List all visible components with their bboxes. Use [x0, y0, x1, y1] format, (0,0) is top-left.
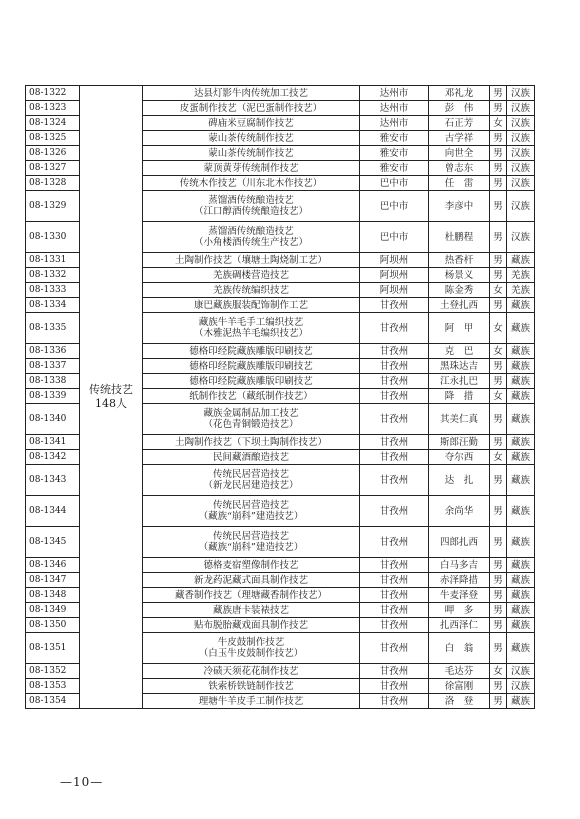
project-name-line: 土陶制作技艺（壤塘土陶烧制工艺） — [174, 254, 327, 266]
inheritor-name-cell: 余尚华 — [429, 496, 490, 527]
project-name-cell — [143, 450, 360, 465]
ethnicity-cell: 藏族 — [507, 633, 535, 664]
region-cell: 甘孜州 — [360, 344, 429, 359]
region-cell: 雅安市 — [360, 146, 429, 161]
project-name-cell — [143, 101, 360, 116]
region-cell: 甘孜州 — [360, 389, 429, 404]
ethnicity-cell: 藏族 — [507, 435, 535, 450]
ethnicity-cell: 藏族 — [507, 313, 535, 344]
project-name-cell — [143, 465, 360, 496]
project-name-line: 蒸馏酒传统酿造技艺 — [208, 226, 294, 237]
project-name-line: 蒙山茶传统制作技艺 — [208, 132, 294, 144]
sex-cell: 男 — [490, 558, 507, 573]
project-name-cell — [143, 298, 360, 313]
sex-cell: 女 — [490, 313, 507, 344]
project-name-cell — [143, 527, 360, 558]
project-name-cell — [143, 222, 360, 253]
item-number-cell: 08-1340 — [26, 404, 80, 435]
project-name-line: 纸制作技艺（藏纸制作技艺） — [189, 390, 313, 402]
inheritor-name-cell: 四郎扎西 — [429, 527, 490, 558]
sex-cell: 女 — [490, 450, 507, 465]
region-cell: 甘孜州 — [360, 313, 429, 344]
project-name-line: 藏香制作技艺（理塘藏香制作技艺） — [174, 589, 327, 601]
ethnicity-cell: 藏族 — [507, 558, 535, 573]
sex-cell: 男 — [490, 588, 507, 603]
ethnicity-cell: 汉族 — [507, 176, 535, 191]
inheritor-name-cell: 杨景义 — [429, 268, 490, 283]
item-number-cell: 08-1352 — [26, 664, 80, 679]
ethnicity-cell: 藏族 — [507, 603, 535, 618]
sex-cell: 女 — [490, 389, 507, 404]
region-cell: 甘孜州 — [360, 527, 429, 558]
project-name-line: 藏族金属制品加工技艺 — [203, 408, 299, 419]
region-cell: 巴中市 — [360, 222, 429, 253]
sex-cell: 男 — [490, 161, 507, 176]
inheritor-name-cell: 陈金秀 — [429, 283, 490, 298]
project-name-cell — [143, 618, 360, 633]
project-name-line: 传统木作技艺（川东北木作技艺） — [179, 177, 323, 189]
project-name-line: 羌族传统编织技艺 — [212, 284, 289, 296]
table-row — [26, 86, 535, 101]
inheritor-name-cell: 赤泽降措 — [429, 573, 490, 588]
project-name-line: （花色青铜锻造技艺） — [203, 419, 299, 430]
inheritor-name-cell: 石正芳 — [429, 116, 490, 131]
region-cell: 阿坝州 — [360, 283, 429, 298]
project-name-line: 传统民居营造技艺 — [212, 500, 289, 511]
project-name-line: （藏族“崩科”建造技艺） — [198, 542, 304, 553]
project-name-cell — [143, 496, 360, 527]
project-name-cell — [143, 161, 360, 176]
item-number-cell: 08-1330 — [26, 222, 80, 253]
project-name-line: 碑庙米豆腐制作技艺 — [208, 117, 294, 129]
item-number-cell: 08-1353 — [26, 679, 80, 694]
item-number-cell: 08-1322 — [26, 86, 80, 101]
region-cell: 雅安市 — [360, 131, 429, 146]
item-number-cell: 08-1346 — [26, 558, 80, 573]
item-number-cell: 08-1337 — [26, 359, 80, 374]
project-name-cell — [143, 191, 360, 222]
project-name-line: 藏族牛羊毛手工编织技艺 — [198, 317, 304, 328]
item-number-cell: 08-1333 — [26, 283, 80, 298]
inheritor-name-cell: 李彦中 — [429, 191, 490, 222]
project-name-line: 理塘牛羊皮手工制作技艺 — [198, 695, 304, 707]
ethnicity-cell: 汉族 — [507, 101, 535, 116]
region-cell: 甘孜州 — [360, 496, 429, 527]
ethnicity-cell: 汉族 — [507, 86, 535, 101]
project-name-cell — [143, 603, 360, 618]
item-number-cell: 08-1339 — [26, 389, 80, 404]
ethnicity-cell: 汉族 — [507, 161, 535, 176]
sex-cell: 男 — [490, 86, 507, 101]
inheritor-name-cell: 古学祥 — [429, 131, 490, 146]
sex-cell: 男 — [490, 268, 507, 283]
ethnicity-cell: 藏族 — [507, 527, 535, 558]
inheritor-name-cell: 阿 甲 — [429, 313, 490, 344]
inheritor-name-cell: 扎西泽仁 — [429, 618, 490, 633]
item-number-cell: 08-1341 — [26, 435, 80, 450]
inheritor-name-cell: 彭 伟 — [429, 101, 490, 116]
project-name-line: 德格麦宿塑像制作技艺 — [203, 559, 299, 571]
inheritor-name-cell: 斯郎汪勤 — [429, 435, 490, 450]
project-name-line: 新龙药泥藏式面具制作技艺 — [193, 574, 308, 586]
project-name-line: 蒙顶黄芽传统制作技艺 — [203, 162, 299, 174]
project-name-line: 土陶制作技艺（下坝土陶制作技艺） — [174, 436, 327, 448]
region-cell: 甘孜州 — [360, 633, 429, 664]
project-name-line: 传统民居营造技艺 — [212, 531, 289, 542]
item-number-cell: 08-1323 — [26, 101, 80, 116]
project-name-line: （江口醇酒传统酿造技艺） — [193, 206, 308, 217]
inheritor-name-cell: 曾志东 — [429, 161, 490, 176]
item-number-cell: 08-1350 — [26, 618, 80, 633]
project-name-cell — [143, 435, 360, 450]
item-number-cell: 08-1345 — [26, 527, 80, 558]
region-cell: 甘孜州 — [360, 374, 429, 389]
ethnicity-cell: 汉族 — [507, 222, 535, 253]
ethnicity-cell: 藏族 — [507, 359, 535, 374]
ethnicity-cell: 汉族 — [507, 131, 535, 146]
ethnicity-cell: 羌族 — [507, 283, 535, 298]
sex-cell: 男 — [490, 404, 507, 435]
inheritor-name-cell: 徐富刚 — [429, 679, 490, 694]
inheritor-name-cell: 白 翁 — [429, 633, 490, 664]
category-cell — [80, 86, 143, 709]
inheritor-name-cell: 江永扎巴 — [429, 374, 490, 389]
sex-cell: 男 — [490, 573, 507, 588]
inheritor-name-cell: 向世全 — [429, 146, 490, 161]
region-cell: 甘孜州 — [360, 298, 429, 313]
item-number-cell: 08-1335 — [26, 313, 80, 344]
ethnicity-cell: 藏族 — [507, 404, 535, 435]
item-number-cell: 08-1326 — [26, 146, 80, 161]
ethnicity-cell: 藏族 — [507, 588, 535, 603]
project-name-cell — [143, 664, 360, 679]
ethnicity-cell: 藏族 — [507, 344, 535, 359]
sex-cell: 男 — [490, 359, 507, 374]
region-cell: 甘孜州 — [360, 603, 429, 618]
category-label: 传统技艺 — [89, 383, 133, 396]
project-name-line: 康巴藏族服装配饰制作工艺 — [193, 299, 308, 311]
project-name-cell — [143, 374, 360, 389]
project-name-line: 皮蛋制作技艺（泥巴蛋制作技艺） — [179, 102, 323, 114]
sex-cell: 男 — [490, 298, 507, 313]
inheritor-name-cell: 邓礼龙 — [429, 86, 490, 101]
region-cell: 甘孜州 — [360, 618, 429, 633]
item-number-cell: 08-1325 — [26, 131, 80, 146]
project-name-line: 德格印经院藏族雕版印刷技艺 — [189, 360, 313, 372]
project-name-cell — [143, 694, 360, 709]
project-name-cell — [143, 359, 360, 374]
region-cell: 甘孜州 — [360, 465, 429, 496]
project-name-cell — [143, 344, 360, 359]
inheritor-name-cell: 克 巴 — [429, 344, 490, 359]
project-name-line: 冷碛天须花花制作技艺 — [203, 665, 299, 677]
sex-cell: 男 — [490, 101, 507, 116]
inheritor-name-cell: 杜鹏程 — [429, 222, 490, 253]
region-cell: 达州市 — [360, 116, 429, 131]
item-number-cell: 08-1342 — [26, 450, 80, 465]
project-name-cell — [143, 679, 360, 694]
project-name-cell — [143, 131, 360, 146]
sex-cell: 女 — [490, 344, 507, 359]
ethnicity-cell: 藏族 — [507, 694, 535, 709]
region-cell: 甘孜州 — [360, 450, 429, 465]
inheritor-name-cell: 白马多吉 — [429, 558, 490, 573]
ethnicity-cell: 藏族 — [507, 465, 535, 496]
region-cell: 甘孜州 — [360, 679, 429, 694]
sex-cell: 男 — [490, 633, 507, 664]
sex-cell: 女 — [490, 664, 507, 679]
region-cell: 雅安市 — [360, 161, 429, 176]
item-number-cell: 08-1348 — [26, 588, 80, 603]
ethnicity-cell: 汉族 — [507, 116, 535, 131]
ethnicity-cell: 汉族 — [507, 679, 535, 694]
project-name-line: 羌族碉楼营造技艺 — [212, 269, 289, 281]
sex-cell: 男 — [490, 176, 507, 191]
project-name-cell — [143, 573, 360, 588]
sex-cell: 女 — [490, 116, 507, 131]
project-name-line: （小角楼酒传统生产技艺） — [193, 237, 308, 248]
sex-cell: 男 — [490, 146, 507, 161]
item-number-cell: 08-1347 — [26, 573, 80, 588]
item-number-cell: 08-1351 — [26, 633, 80, 664]
region-cell: 甘孜州 — [360, 588, 429, 603]
item-number-cell: 08-1329 — [26, 191, 80, 222]
sex-cell: 男 — [490, 679, 507, 694]
sex-cell: 男 — [490, 465, 507, 496]
ethnicity-cell: 藏族 — [507, 389, 535, 404]
item-number-cell: 08-1327 — [26, 161, 80, 176]
project-name-line: 蒸馏酒传统酿造技艺 — [208, 195, 294, 206]
item-number-cell: 08-1331 — [26, 253, 80, 268]
sex-cell: 男 — [490, 374, 507, 389]
item-number-cell: 08-1332 — [26, 268, 80, 283]
project-name-line: 牛皮鼓制作技艺 — [217, 637, 285, 648]
ethnicity-cell: 藏族 — [507, 298, 535, 313]
project-name-cell — [143, 253, 360, 268]
region-cell: 甘孜州 — [360, 404, 429, 435]
project-name-line: 达县灯影牛肉传统加工技艺 — [193, 87, 308, 99]
project-name-line: （白玉牛皮鼓制作技艺） — [198, 648, 304, 659]
project-name-cell — [143, 283, 360, 298]
project-name-cell — [143, 116, 360, 131]
ethnicity-cell: 藏族 — [507, 374, 535, 389]
region-cell: 甘孜州 — [360, 694, 429, 709]
region-cell: 巴中市 — [360, 191, 429, 222]
ethnicity-cell: 羌族 — [507, 268, 535, 283]
project-name-cell — [143, 558, 360, 573]
item-number-cell: 08-1324 — [26, 116, 80, 131]
project-name-line: 德格印经院藏族雕版印刷技艺 — [189, 345, 313, 357]
sex-cell: 女 — [490, 283, 507, 298]
project-name-line: （藏族“崩科”建造技艺） — [198, 511, 304, 522]
ethnicity-cell: 藏族 — [507, 253, 535, 268]
inheritor-name-cell: 其美仁真 — [429, 404, 490, 435]
inheritor-name-cell: 牛麦泽登 — [429, 588, 490, 603]
region-cell: 甘孜州 — [360, 664, 429, 679]
ethnicity-cell: 藏族 — [507, 450, 535, 465]
inheritor-name-cell: 任 雷 — [429, 176, 490, 191]
inheritor-name-cell: 洛 登 — [429, 694, 490, 709]
ethnicity-cell: 汉族 — [507, 191, 535, 222]
region-cell: 达州市 — [360, 86, 429, 101]
region-cell: 甘孜州 — [360, 435, 429, 450]
category-count: 148人 — [95, 397, 127, 410]
project-name-cell — [143, 633, 360, 664]
inheritor-name-cell: 呷 多 — [429, 603, 490, 618]
inheritor-name-cell: 黑珠达吉 — [429, 359, 490, 374]
item-number-cell: 08-1336 — [26, 344, 80, 359]
project-name-cell — [143, 86, 360, 101]
page-number: —10— — [60, 775, 104, 789]
project-name-cell — [143, 313, 360, 344]
project-name-cell — [143, 389, 360, 404]
project-name-cell — [143, 146, 360, 161]
project-name-line: 藏族唐卡装裱技艺 — [212, 604, 289, 616]
sex-cell: 男 — [490, 191, 507, 222]
sex-cell: 男 — [490, 496, 507, 527]
inheritor-name-cell: 毛达芬 — [429, 664, 490, 679]
project-name-line: （新龙民居建造技艺） — [203, 480, 299, 491]
item-number-cell: 08-1344 — [26, 496, 80, 527]
sex-cell: 男 — [490, 603, 507, 618]
region-cell: 巴中市 — [360, 176, 429, 191]
item-number-cell: 08-1334 — [26, 298, 80, 313]
table-body — [26, 86, 535, 709]
inheritor-name-cell: 达 扎 — [429, 465, 490, 496]
ethnicity-cell: 汉族 — [507, 664, 535, 679]
project-name-line: 德格印经院藏族雕版印刷技艺 — [189, 375, 313, 387]
sex-cell: 男 — [490, 253, 507, 268]
project-name-line: 传统民居营造技艺 — [212, 469, 289, 480]
sex-cell: 男 — [490, 618, 507, 633]
project-name-line: （木雅泥热羊毛编织技艺） — [193, 328, 308, 339]
item-number-cell: 08-1328 — [26, 176, 80, 191]
project-name-cell — [143, 588, 360, 603]
ethnicity-cell: 藏族 — [507, 496, 535, 527]
project-name-line: 民间藏酒酿造技艺 — [212, 451, 289, 463]
ethnicity-cell: 藏族 — [507, 618, 535, 633]
project-name-cell — [143, 268, 360, 283]
ethnicity-cell: 藏族 — [507, 573, 535, 588]
region-cell: 甘孜州 — [360, 558, 429, 573]
item-number-cell: 08-1349 — [26, 603, 80, 618]
item-number-cell: 08-1338 — [26, 374, 80, 389]
sex-cell: 男 — [490, 131, 507, 146]
heritage-table — [25, 85, 535, 709]
region-cell: 阿坝州 — [360, 268, 429, 283]
region-cell: 甘孜州 — [360, 359, 429, 374]
sex-cell: 男 — [490, 435, 507, 450]
region-cell: 甘孜州 — [360, 573, 429, 588]
sex-cell: 男 — [490, 694, 507, 709]
project-name-cell — [143, 404, 360, 435]
region-cell: 阿坝州 — [360, 253, 429, 268]
project-name-cell — [143, 176, 360, 191]
inheritor-name-cell: 土登扎西 — [429, 298, 490, 313]
inheritor-name-cell: 热香杆 — [429, 253, 490, 268]
inheritor-name-cell: 夺尔西 — [429, 450, 490, 465]
sex-cell: 男 — [490, 222, 507, 253]
project-name-line: 贴布脱胎藏戏面具制作技艺 — [193, 619, 308, 631]
project-name-line: 铁索桥铁链制作技艺 — [208, 680, 294, 692]
document-sheet — [25, 85, 534, 709]
sex-cell: 男 — [490, 527, 507, 558]
item-number-cell: 08-1343 — [26, 465, 80, 496]
ethnicity-cell: 汉族 — [507, 146, 535, 161]
inheritor-name-cell: 降 措 — [429, 389, 490, 404]
region-cell: 达州市 — [360, 101, 429, 116]
item-number-cell: 08-1354 — [26, 694, 80, 709]
project-name-line: 蒙山茶传统制作技艺 — [208, 147, 294, 159]
